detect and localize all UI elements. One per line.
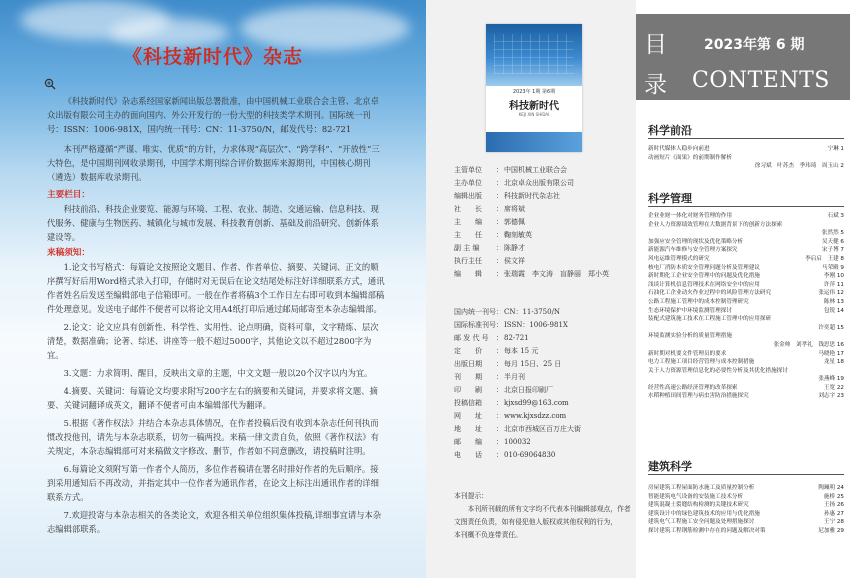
magazine-title: 《科技新时代》杂志 (122, 46, 303, 68)
info-value: 侯文祥 (504, 257, 525, 265)
toc-entry[interactable] (648, 341, 844, 350)
info-row (454, 436, 634, 449)
info-colon: ： (496, 257, 503, 265)
toc-article-title: 新能源汽车维修与安全管理方案探究 (648, 247, 738, 254)
info-row (454, 255, 634, 268)
info-key: 投稿信箱 (454, 399, 482, 407)
notice-line: 本刊概不负连带责任。 (454, 531, 522, 539)
contents-header (636, 14, 850, 100)
toc-author-page: 龙星 18 (823, 359, 844, 366)
info-row (454, 164, 634, 177)
toc-article-title: 企业人力资源绩效管理在大数据背景下的创新方法探索 (648, 221, 783, 228)
info-value: CN：11-3750/N (504, 308, 561, 316)
cover-subtitle: KEJI XIN SHIDAI (518, 112, 550, 117)
toc-entry[interactable] (648, 315, 844, 324)
info-colon: ： (496, 166, 503, 174)
info-row (454, 384, 634, 397)
info-key: 邮 编 (454, 438, 482, 446)
info-key: 执行主任 (454, 257, 482, 265)
toc-article-title: 动画短片《面果》的前期制作解析 (648, 154, 732, 161)
info-key: 网 址 (454, 412, 482, 420)
toc-entry[interactable] (648, 518, 844, 527)
info-row (454, 229, 634, 242)
info-key: 印 刷 (454, 386, 482, 394)
toc-author-page: 陈林 13 (823, 298, 844, 305)
info-colon: ： (496, 334, 503, 342)
toc-entry[interactable] (648, 358, 844, 367)
toc-article-title: 建筑混凝土裂缝结构检测的关键技术研究 (648, 502, 749, 509)
toc-article-title: 生态环境保护中环境监测管理探讨 (648, 307, 732, 314)
toc-section-management (648, 212, 844, 401)
toc-section-architecture (648, 484, 844, 536)
toc-author-page: 马晓艳 17 (818, 350, 844, 357)
toc-entry[interactable] (648, 484, 844, 493)
toc-article-title: 加强应安全管理的现状及优化策略分析 (648, 238, 744, 245)
info-row (454, 423, 634, 436)
columns-section (47, 188, 385, 244)
toc-entry[interactable] (648, 212, 844, 221)
info-key: 主管单位 (454, 166, 482, 174)
zoom-in-icon[interactable] (44, 78, 56, 90)
cover-issue-label: 2023年 1期 第6期 (512, 89, 556, 95)
info-colon: ： (496, 412, 503, 420)
notice-item: 1.论文书写格式：每篇论文按照论文题目、作者、作者单位、摘要、关键词、正文的顺序撰写好后用Word格式录入打印，存储时对无误后在论文结尾处标注好详细联系方式，通讯作者姓名后发送至编辑部电子信箱即可。一般在作者将稿3个工作日左右即可收到本编辑部稿件处理意见。发送电子邮件不便者可以将论文用A4纸打印后通过邮局邮寄至本杂志编辑部。 (47, 262, 385, 314)
info-key: 副 主 编 (454, 244, 480, 252)
info-colon: ： (496, 425, 503, 433)
cover-bottom-band (486, 132, 582, 152)
toc-article-title: 建筑设计中的绿色建筑技术的应用与优化措施 (648, 510, 760, 517)
toc-article-title: 水稻种植田间管理与病虫害防治措施探究 (648, 393, 749, 400)
toc-author-page: 孙惠 27 (823, 510, 844, 517)
notice-item: 5.根据《著作权法》并结合本杂志具体情况，在作者投稿后没有收到本杂志任何刊执而惯改投他刊，请先与本杂志联系，切勿一稿两投。来稿一律文责自负，依照《著作权法》有关规定，本杂志编辑部可对来稿做文字修改、删节，作者如不同意删改，请投稿时注明。 (47, 418, 379, 456)
toc-author-page: 王宽 22 (823, 384, 844, 391)
toc-entry[interactable] (648, 384, 844, 393)
toc-author-page: 施桥 25 (823, 493, 844, 500)
columns-text: 科技前沿、科技企业要览、能源与环境、工程、农业、制造、交通运输、信息科技、现代服务、健康与生物医药、城镇化与城市发展、科技教育创新、基础及前沿研究、创新体系建设等。 (47, 204, 379, 242)
info-value: 郭德佩 (504, 218, 525, 226)
toc-entry[interactable] (648, 501, 844, 510)
toc-entry[interactable] (648, 162, 844, 171)
toc-article-title: 探讨建筑工程钢筋检测中存在的问题及解决对策 (648, 527, 766, 534)
toc-entry[interactable] (648, 238, 844, 247)
info-colon: ： (496, 360, 503, 368)
toc-article-title: 房屋建筑工程屋面防水施工及质量控制分析 (648, 485, 755, 491)
info-colon: ： (496, 438, 503, 446)
toc-article-title: 关于人力资源管理信息化的必要性分析及其优化措施探讨 (648, 367, 788, 374)
toc-article-title: 公路工程施工管理中的成本控制管理研究 (648, 298, 749, 305)
intro-paragraph: 《科技新时代》杂志系经国家新闻出版总署批准，由中国机械工业联合会主管、北京卓众出版有限公司主办的面向国内、外公开发行的一份大型的科技类学术期刊。国际统一刊号：ISSN：1006-981X，国内统一刊号：CN：11-3750/N，邮发代号：82-721 (47, 96, 379, 134)
info-key: 主 任 (454, 231, 482, 239)
toc-article-title: 浅谈计算机信息管理技术在网络安全中的应用 (648, 281, 760, 288)
toc-article-title: 环境监测实验分析的质量管理措施 (648, 333, 732, 340)
info-colon: ： (496, 321, 503, 329)
toc-entry[interactable] (648, 264, 844, 273)
toc-author-page: 宁琳 1 (827, 146, 844, 152)
toc-section-frontier (648, 145, 844, 171)
toc-entry[interactable] (648, 272, 844, 281)
info-value: 科技新时代杂志社 (504, 192, 560, 200)
toc-article-title: 企业业财一体化对财务管理的作用 (648, 213, 732, 219)
toc-article-title: 核电厂消防本质安全管理问题分析及管理建议 (648, 264, 760, 271)
info-key: 社 长 (454, 205, 482, 213)
toc-article-title: 电力工程施工项目经营管理与成本控制措施 (648, 359, 755, 366)
info-colon: ： (496, 192, 503, 200)
info-key: 定 价 (454, 347, 482, 355)
info-row (454, 242, 634, 255)
toc-entry[interactable] (648, 229, 844, 238)
notice-heading: 来稿须知： (47, 248, 90, 258)
toc-entry[interactable] (648, 289, 844, 298)
submission-notice (47, 246, 385, 536)
info-value: 席将斌 (504, 205, 525, 213)
notice-line: 本刊所刊载的所有文字均不代表本刊编辑部观点，作者 (467, 505, 631, 513)
toc-entry[interactable] (648, 221, 844, 230)
toc-article-title: 建筑电气工程施工安全问题及处理措施探讨 (648, 519, 755, 526)
table-of-contents-panel (636, 0, 850, 578)
toc-entry[interactable] (648, 246, 844, 255)
info-colon: ： (496, 386, 503, 394)
toc-author-page: 刘志宇 23 (818, 393, 844, 400)
info-value: 010-69064830 (504, 451, 556, 459)
toc-author-page: 包锐 14 (823, 307, 844, 314)
toc-entry[interactable] (648, 527, 844, 536)
toc-author-page: 李启启 王建 8 (805, 255, 844, 262)
publication-info-list (454, 306, 634, 462)
notice-item: 7.欢迎投寄与本杂志相关的各类论文，欢迎各相关单位组织集体投稿,详细事宜请与本杂志编辑部联系。 (47, 510, 382, 534)
toc-article-title: 装配式建筑施工技术在工程施工管理中的应用探研 (648, 316, 772, 323)
toc-entry[interactable] (648, 307, 844, 316)
toc-entry[interactable] (648, 392, 844, 401)
info-row (454, 345, 634, 358)
info-row (454, 177, 634, 190)
info-key: 编辑出版 (454, 192, 482, 200)
info-value: 张瑞霞 李文涛 盲静丽 郑小英 (504, 270, 609, 278)
info-colon: ： (496, 373, 503, 381)
masthead-panel (426, 0, 636, 578)
info-row (454, 268, 634, 281)
toc-entry[interactable] (648, 367, 844, 376)
notice-line: 文图责任负责，如有侵犯他人版权或其他权利的行为， (454, 518, 618, 526)
toc-article-title: 智能建筑电气设备的安装施工技术分析 (648, 493, 744, 500)
toc-entry[interactable] (648, 298, 844, 307)
info-row (454, 332, 634, 345)
info-row (454, 449, 634, 462)
toc-article-title: 新时期化工企业安全管理中的问题及优化措施 (648, 273, 760, 280)
section-title: 科学管理 (648, 192, 692, 205)
toc-author-page: 李刚 10 (823, 273, 844, 280)
info-key: 国内统一刊号 (454, 308, 496, 316)
notice-item: 2.论文：论文应具有创新性、科学性、实用性、论点明确，资料可靠，文字精炼、层次清楚，数据准确；论著、综述、讲座等一般不超过5000字，其他论文以不超过2800字为宜。 (47, 322, 379, 360)
magazine-cover-thumbnail[interactable] (486, 24, 582, 152)
toc-entry[interactable] (648, 145, 844, 154)
info-value: 100032 (504, 438, 531, 446)
info-key: 编 辑 (454, 270, 482, 278)
toc-entry[interactable] (648, 510, 844, 519)
contents-label: CONTENTS (692, 68, 830, 93)
toc-author-page: 张金帅 刘孝礼 钱思思 16 (773, 341, 844, 348)
info-colon: ： (496, 399, 503, 407)
info-row (454, 203, 634, 216)
info-value: 半月刊 (504, 373, 525, 381)
info-row (454, 397, 634, 410)
toc-author-page: 王扬 26 (823, 502, 844, 509)
info-row (454, 306, 634, 319)
contents-char-lu: 录 (644, 72, 667, 98)
info-row (454, 371, 634, 384)
info-colon: ： (496, 244, 503, 252)
toc-article-title: 新时期对机要文件管理员的要求 (648, 350, 727, 357)
notice-title: 本刊提示： (454, 492, 488, 500)
toc-entry[interactable] (648, 350, 844, 359)
info-value: 北京市西城区百万庄大街 (504, 425, 581, 433)
info-colon: ： (496, 451, 503, 459)
toc-article-title: 石油化工企业动火作业过程中的风险管理方法研究 (648, 290, 772, 297)
toc-author-page: 张运伟 12 (818, 290, 844, 297)
toc-author-page: 尼加雅 29 (818, 527, 844, 534)
cover-magazine-name: 科技新时代 (509, 101, 559, 112)
info-row (454, 410, 634, 423)
notice-item: 4.摘要、关键词：每篇论文均要求附写200字左右的摘要和关键词，并要求将文题、摘要、关键词翻译成英文，翻译不便者可由本编辑部代为翻译。 (47, 386, 378, 410)
toc-entry[interactable] (648, 281, 844, 290)
toc-entry[interactable] (648, 375, 844, 384)
section-divider (648, 206, 844, 207)
info-key: 邮 发 代 号 (454, 334, 489, 342)
toc-author-page: 马荣殿 9 (821, 264, 844, 271)
editorial-notice (454, 490, 632, 542)
info-value: kjxsd99@163.com (504, 399, 569, 407)
info-row (454, 190, 634, 203)
info-value: 每本 15 元 (504, 347, 539, 355)
toc-entry[interactable] (648, 493, 844, 502)
info-key: 电 话 (454, 451, 482, 459)
info-key: 地 址 (454, 425, 482, 433)
info-key: 出版日期 (454, 360, 482, 368)
notice-item: 3.文题：力求简明、醒目，反映出文章的主题，中文文题一般以20个汉字以内为宜。 (63, 368, 373, 378)
toc-author-page: 吴天健 6 (821, 238, 844, 245)
info-key: 国际标准刊号 (454, 321, 496, 329)
info-value: 北京卓众出版有限公司 (504, 179, 574, 187)
toc-author-page: 许萍 11 (823, 281, 844, 288)
contents-char-mu: 目 (644, 32, 667, 58)
info-colon: ： (496, 231, 503, 239)
toc-entry[interactable] (648, 324, 844, 333)
toc-author-page: 许奕超 15 (818, 324, 844, 331)
columns-heading: 主要栏目： (47, 190, 90, 200)
info-colon: ： (496, 308, 503, 316)
info-colon: ： (496, 205, 503, 213)
notice-item: 6.每篇论文须附写第一作者个人简历，多位作者稿请在署名时排好作者的先后顺序。接到采用通知后不再改动，并指定其中一位作者为通讯作者，在论文上标注出通讯作者的详细联系方式。 (47, 464, 379, 502)
section-title: 建筑科学 (648, 460, 692, 473)
info-row (454, 216, 634, 229)
toc-author-page: 宋子博 7 (821, 247, 844, 254)
toc-author-page: 张然然 5 (821, 230, 844, 237)
info-colon: ： (496, 270, 503, 278)
info-value: 鞠刻敏英 (504, 231, 532, 239)
info-value: 北京日报印刷厂 (504, 386, 553, 394)
info-value: 陈静才 (504, 244, 525, 252)
info-value: 82-721 (504, 334, 529, 342)
toc-entry[interactable] (648, 332, 844, 341)
info-key: 主办单位 (454, 179, 482, 187)
info-value: 中国机械工业联合会 (504, 166, 567, 174)
info-value: 每月 15日、25 日 (504, 360, 562, 368)
cover-building-graphic (494, 34, 574, 74)
toc-author-page: 石斌 3 (827, 213, 844, 219)
info-value: www.kjxsdzz.com (504, 412, 567, 420)
section-divider (648, 474, 844, 475)
info-colon: ： (496, 347, 503, 355)
info-value: ISSN：1006-981X (504, 321, 568, 329)
issue-label: 2023年第 6 期 (704, 37, 805, 53)
section-divider (648, 138, 844, 139)
info-colon: ： (496, 179, 503, 187)
toc-author-page: 张燕峰 19 (818, 376, 844, 383)
info-row (454, 319, 634, 332)
toc-author-page: 徐习斌 叶苏杰 季玮琦 周玉山 2 (754, 163, 844, 170)
toc-article-title: 经营性高速公路经济管理的改革探索 (648, 384, 738, 391)
section-title: 科学前沿 (648, 124, 692, 137)
info-row (454, 358, 634, 371)
toc-article-title: 风电运维管理模式的研究 (648, 255, 710, 262)
masthead-list (454, 164, 634, 281)
intro-paragraph: 本刊严格遵循“严谨、唯实、优质”的方针，力求体现“高层次”、“跨学科”、“开放性”三大特色，是中国期刊网收录期刊，中国学术期刊综合评价数据库来源期刊，中国核心期刊（遴选）数据库收录期刊。 (47, 144, 380, 182)
toc-entry[interactable] (648, 255, 844, 264)
toc-entry[interactable] (648, 154, 844, 163)
info-key: 刊 期 (454, 373, 482, 381)
toc-author-page: 王宁 28 (823, 519, 844, 526)
info-colon: ： (496, 218, 503, 226)
info-key: 主 编 (454, 218, 482, 226)
toc-author-page: 陶珮明 24 (818, 485, 844, 491)
intro-text (47, 94, 385, 184)
toc-article-title: 新时代媒体人稳步向前进 (648, 146, 710, 152)
